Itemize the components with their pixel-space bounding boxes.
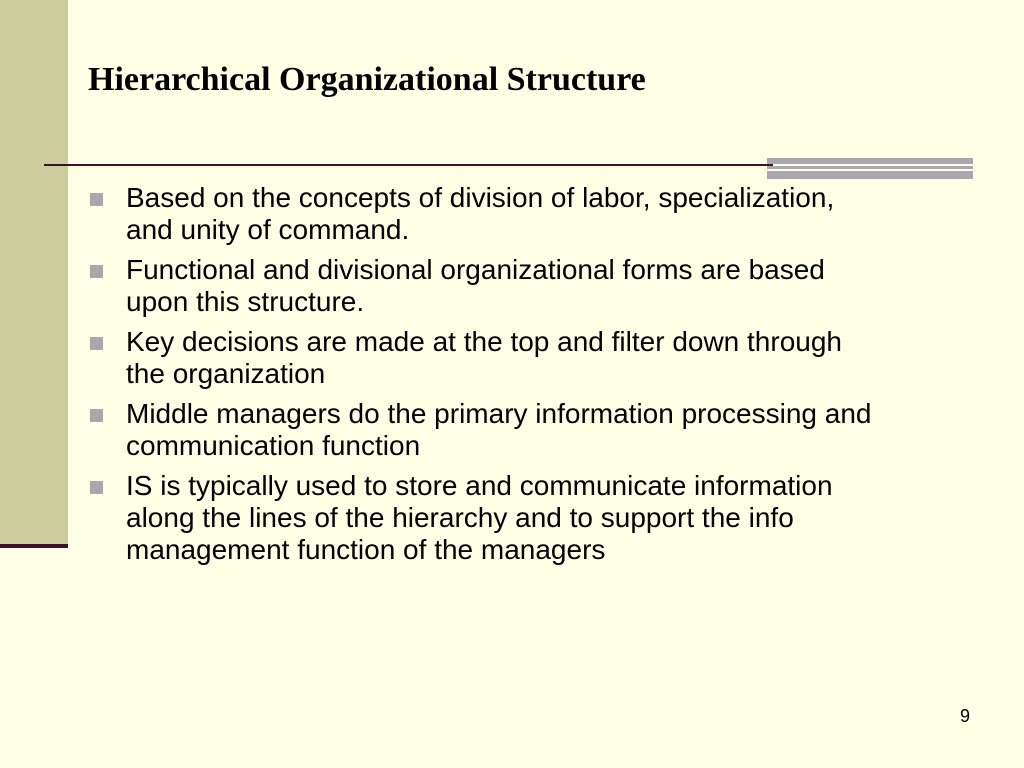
bullet-item	[88, 326, 888, 390]
bullet-item	[88, 398, 888, 462]
bullet-text: IS is typically used to store and communicate information along the lines of the hierarchy and to support the info management function of the managers	[126, 470, 833, 565]
bullet-item	[88, 254, 888, 318]
slide-number: 9	[959, 706, 970, 726]
bullet-item	[88, 182, 888, 246]
bullet-text: Key decisions are made at the top and filter down through the organization	[126, 326, 842, 389]
bullet-text: Based on the concepts of division of labor, specialization, and unity of command.	[126, 182, 835, 245]
square-bullet-icon	[90, 409, 103, 422]
accent-band	[767, 171, 973, 179]
square-bullet-icon	[90, 481, 103, 494]
accent-band	[767, 158, 973, 164]
title-accent-bands	[767, 158, 973, 180]
square-bullet-icon	[90, 193, 103, 206]
square-bullet-icon	[90, 337, 103, 350]
bullet-item	[88, 470, 888, 566]
square-bullet-icon	[90, 265, 103, 278]
sidebar-rule	[0, 544, 68, 548]
bullet-text: Middle managers do the primary information processing and communication function	[126, 398, 872, 461]
decorative-sidebar	[0, 0, 68, 545]
bullet-list	[88, 182, 888, 574]
accent-band	[767, 166, 973, 169]
title-divider	[44, 164, 773, 166]
slide-title: Hierarchical Organizational Structure	[88, 61, 646, 98]
bullet-text: Functional and divisional organizational forms are based upon this structure.	[126, 254, 825, 317]
